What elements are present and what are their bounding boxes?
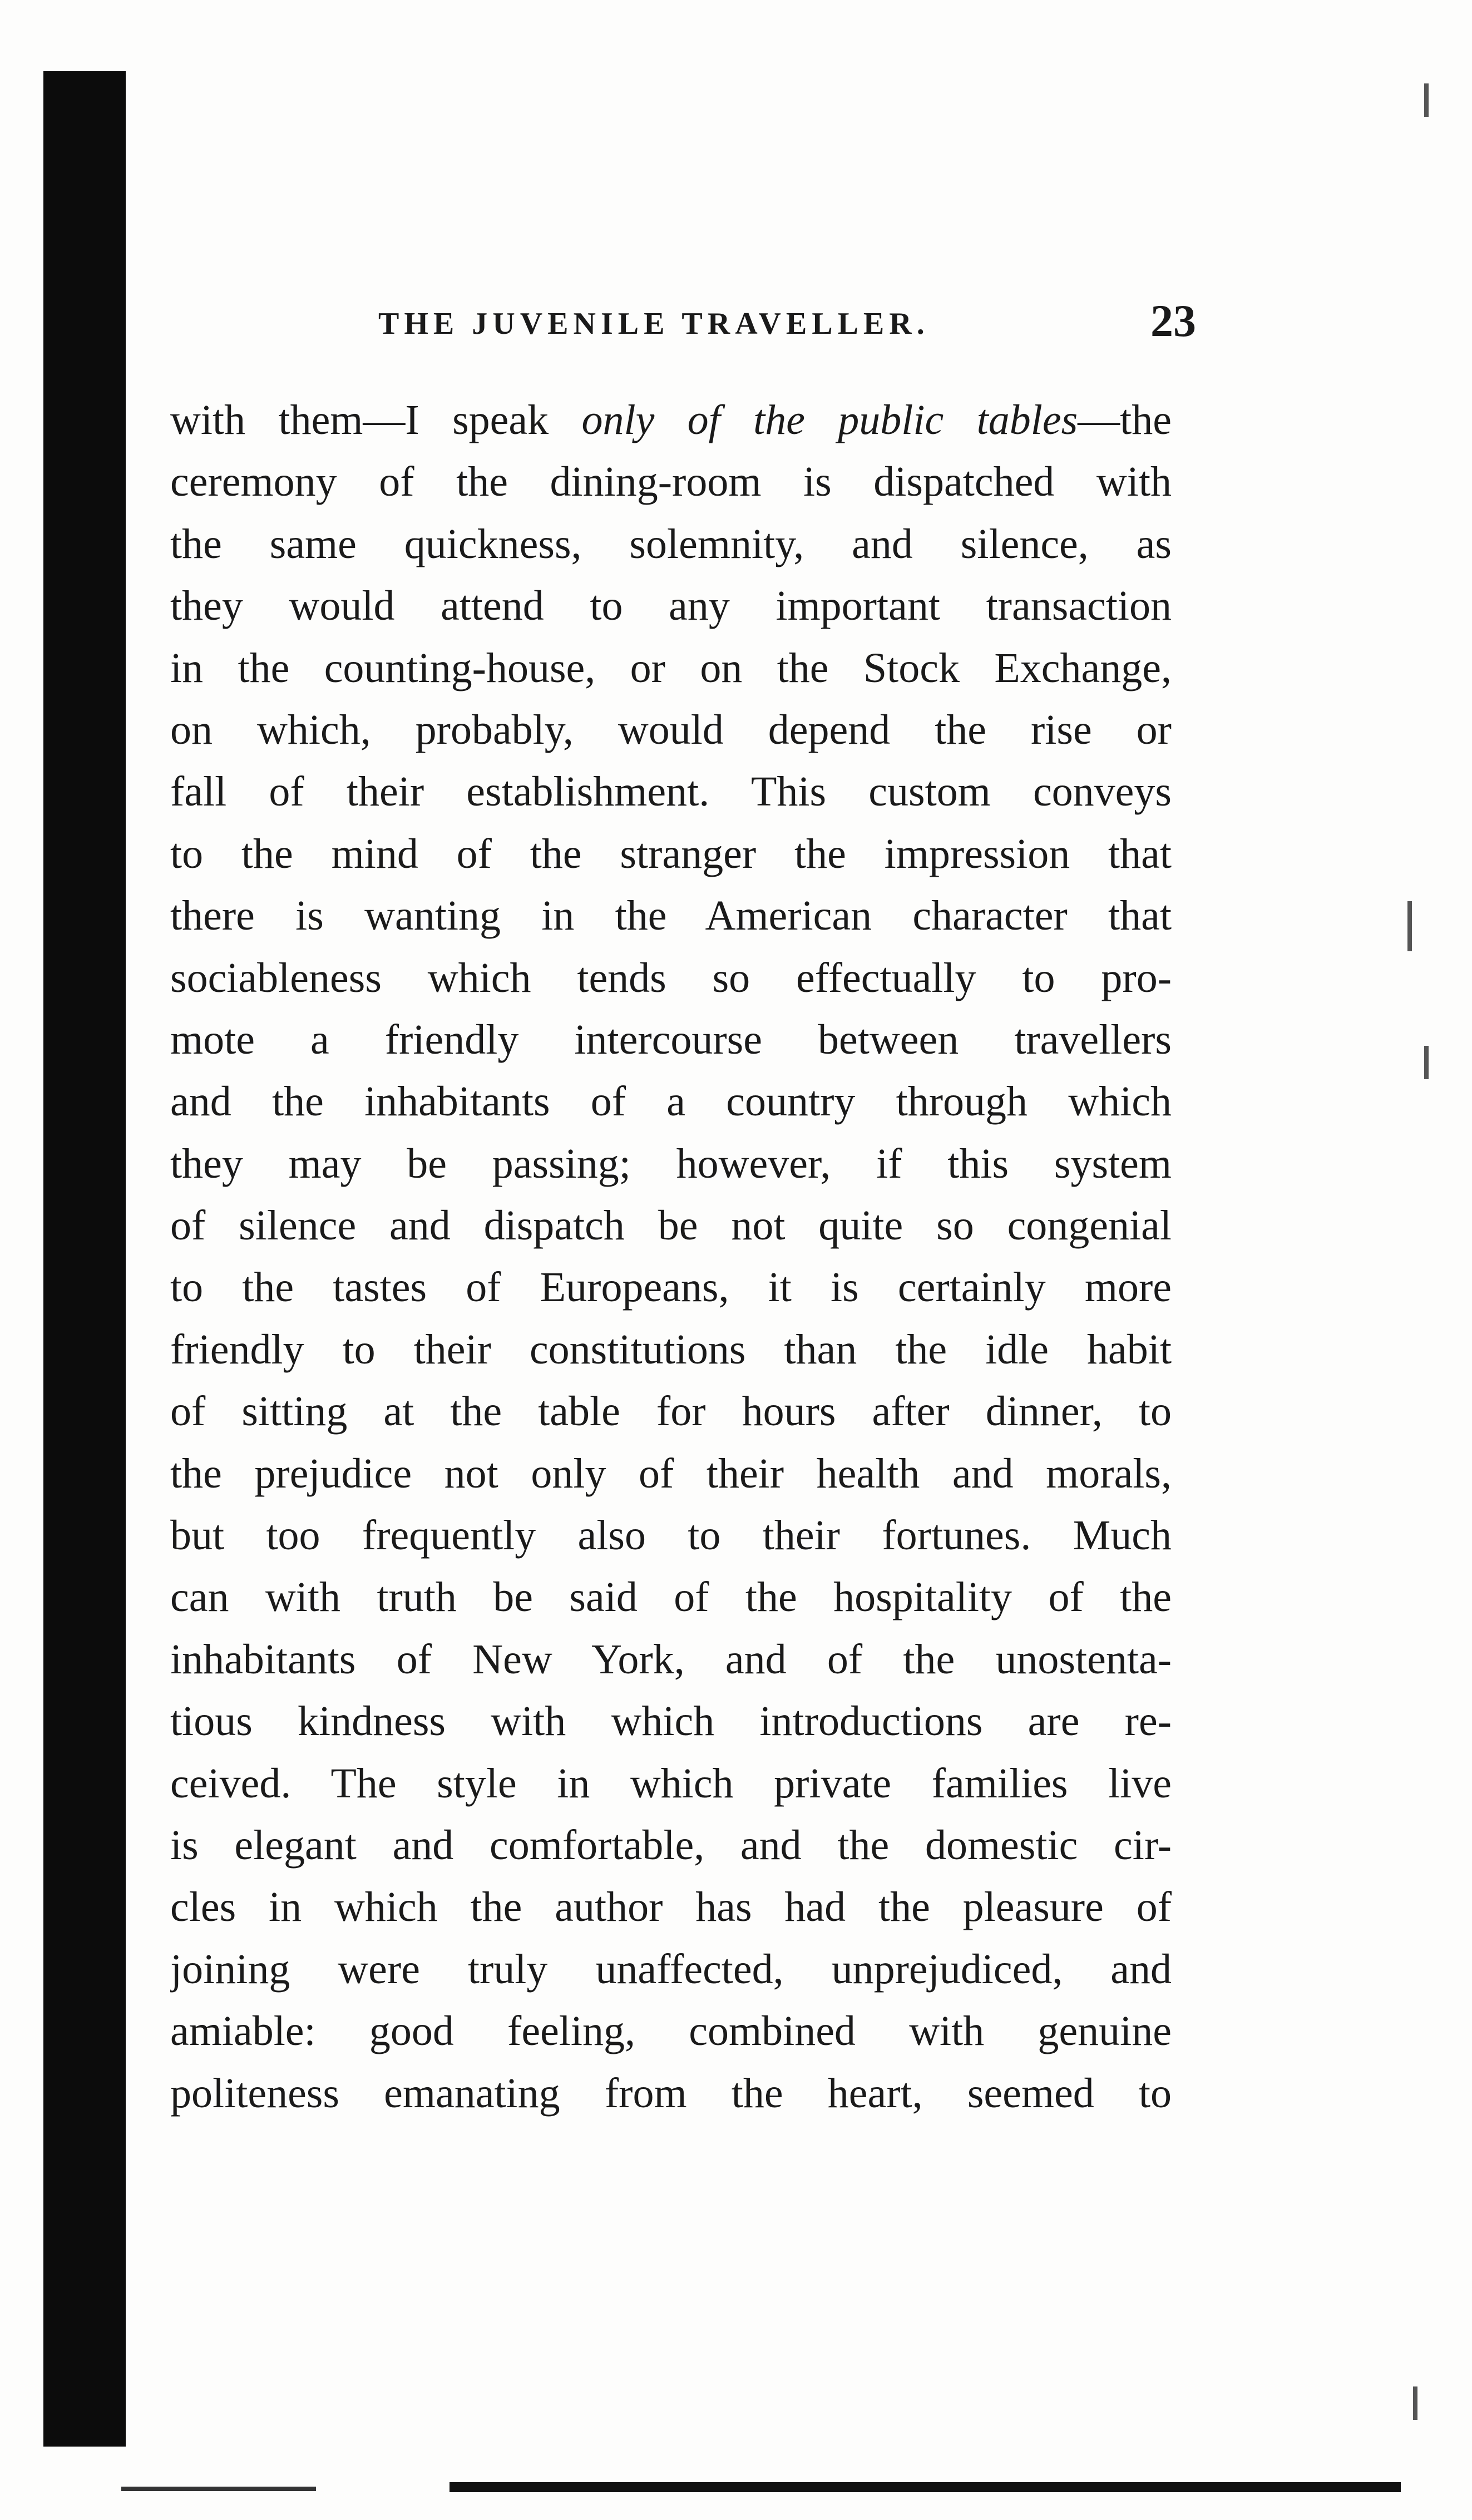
- margin-speck: [1413, 2386, 1417, 2420]
- text-line: the same quickness, solemnity, and silence, as: [170, 520, 1172, 567]
- text-line: joining were truly unaffected, unprejudiced, and: [170, 1945, 1172, 1993]
- body-text: [170, 389, 1172, 2124]
- margin-speck: [1424, 1046, 1429, 1079]
- text-line: and the inhabitants of a country through which: [170, 1078, 1172, 1125]
- text-line: amiable: good feeling, combined with genuine: [170, 2008, 1172, 2055]
- text-line: sociableness which tends so effectually to pro-: [170, 954, 1172, 1001]
- page-edge-dash: [121, 2487, 316, 2491]
- text-line: to the mind of the stranger the impression that: [170, 830, 1172, 877]
- text-line: with them—I speak only of the public tables—the: [170, 397, 1172, 443]
- text-line: they would attend to any important transaction: [170, 582, 1172, 630]
- text-line: cles in which the author has had the pleasure of: [170, 1884, 1172, 1931]
- text-line: inhabitants of New York, and of the unostenta-: [170, 1635, 1172, 1683]
- text-line: of sitting at the table for hours after dinner, to: [170, 1388, 1172, 1435]
- text-line: to the tastes of Europeans, it is certainly more: [170, 1264, 1172, 1311]
- binding-shadow: [43, 71, 126, 2447]
- text-line: fall of their establishment. This custom conveys: [170, 768, 1172, 816]
- margin-speck: [1407, 901, 1412, 951]
- text-line: politeness emanating from the heart, seemed to: [170, 2069, 1172, 2117]
- italic-phrase: only of the public tables: [581, 397, 1078, 443]
- text-line: on which, probably, would depend the rise or: [170, 706, 1172, 753]
- text-line: but too frequently also to their fortunes. Much: [170, 1512, 1172, 1559]
- text-line: mote a friendly intercourse between travellers: [170, 1016, 1172, 1063]
- text-line: the prejudice not only of their health and morals,: [170, 1450, 1172, 1497]
- text-line: is elegant and comfortable, and the domestic cir-: [170, 1821, 1172, 1869]
- text-line: tious kindness with which introductions are re-: [170, 1698, 1172, 1745]
- text-line: ceremony of the dining-room is dispatched with: [170, 458, 1172, 506]
- running-title: THE JUVENILE TRAVELLER.: [378, 307, 930, 341]
- text-line: friendly to their constitutions than the idle habit: [170, 1326, 1172, 1373]
- text-line: they may be passing; however, if this system: [170, 1140, 1172, 1187]
- text-line: ceived. The style in which private families live: [170, 1760, 1172, 1807]
- text-line: there is wanting in the American character that: [170, 892, 1172, 940]
- text-line: can with truth be said of the hospitality of the: [170, 1574, 1172, 1621]
- page-bottom-edge: [449, 2482, 1401, 2492]
- page-header: [378, 295, 1196, 356]
- page-number: 23: [1150, 295, 1196, 346]
- margin-speck: [1424, 83, 1429, 117]
- text-line: in the counting-house, or on the Stock Exchange,: [170, 644, 1172, 691]
- text-line: of silence and dispatch be not quite so congenial: [170, 1202, 1172, 1249]
